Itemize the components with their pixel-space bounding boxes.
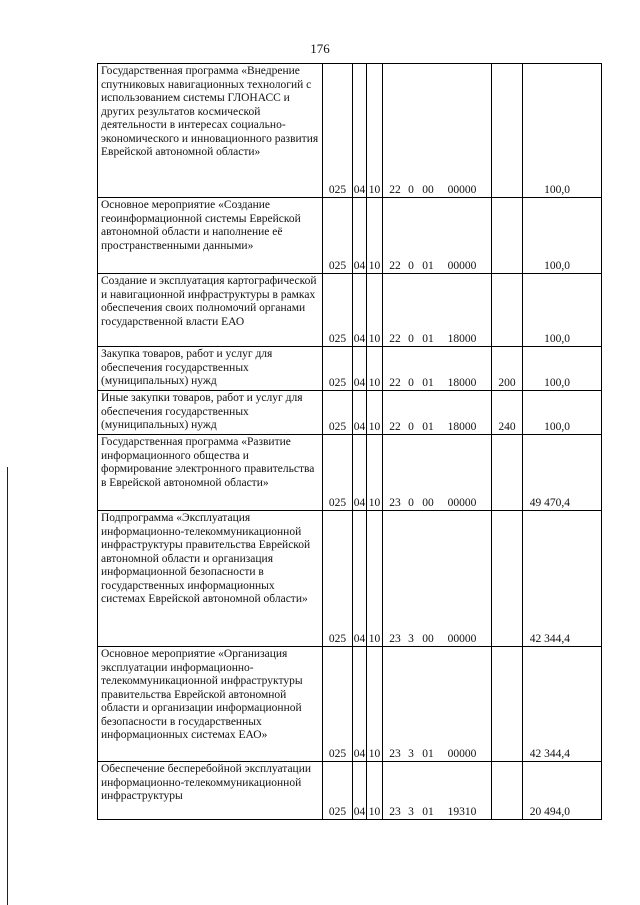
csr-part: 00000 (447, 632, 477, 645)
cell-sum: 42 344,4 (523, 511, 602, 647)
table-row (98, 391, 602, 435)
cell-rz: 04 (353, 762, 367, 820)
cell-csr (383, 647, 492, 762)
table-row (98, 647, 602, 762)
cell-pr: 10 (367, 511, 383, 647)
cell-pr: 10 (367, 347, 383, 391)
cell-csr (383, 347, 492, 391)
cell-vr (492, 64, 523, 198)
csr-part: 00 (422, 632, 434, 645)
csr-part: 01 (422, 259, 434, 272)
csr-part: 00 (422, 183, 434, 196)
csr-part: 0 (408, 496, 414, 509)
cell-vr (492, 198, 523, 274)
cell-pr: 10 (367, 435, 383, 511)
csr-part: 18000 (447, 332, 477, 345)
row-name: Обеспечение бесперебойной эксплуатации информационно-телекоммуникационной инфраструктуры (98, 762, 323, 820)
cell-vr: 200 (492, 347, 523, 391)
cell-pr: 10 (367, 391, 383, 435)
row-name: Государственная программа «Развитие информационного общества и формирование электронного правительства в Еврейской автономной области» (98, 435, 323, 511)
cell-sum: 20 494,0 (523, 762, 602, 820)
table-row (98, 347, 602, 391)
cell-vr (492, 647, 523, 762)
cell-sum: 100,0 (523, 391, 602, 435)
csr-part: 3 (408, 747, 414, 760)
cell-gr: 025 (323, 762, 353, 820)
cell-csr (383, 198, 492, 274)
cell-csr (383, 391, 492, 435)
cell-rz: 04 (353, 511, 367, 647)
cell-rz: 04 (353, 347, 367, 391)
csr-part: 23 (389, 747, 401, 760)
cell-rz: 04 (353, 391, 367, 435)
csr-part: 0 (408, 332, 414, 345)
csr-part: 22 (389, 376, 401, 389)
cell-vr (492, 274, 523, 347)
csr-part: 01 (422, 420, 434, 433)
margin-line (7, 467, 8, 905)
row-name: Основное мероприятие «Организация эксплуатации информационно-телекоммуникационной инфраструктуры правительства Еврейской автономной области и организации информационной безопасности в государственных информационных системах ЕАО» (98, 647, 323, 762)
cell-sum: 49 470,4 (523, 435, 602, 511)
cell-sum: 100,0 (523, 274, 602, 347)
cell-csr (383, 274, 492, 347)
cell-sum: 100,0 (523, 198, 602, 274)
cell-pr: 10 (367, 647, 383, 762)
csr-part: 0 (408, 183, 414, 196)
csr-part: 23 (389, 632, 401, 645)
cell-csr (383, 511, 492, 647)
csr-part: 3 (408, 632, 414, 645)
csr-part: 23 (389, 805, 401, 818)
cell-sum: 100,0 (523, 64, 602, 198)
cell-rz: 04 (353, 435, 367, 511)
cell-gr: 025 (323, 647, 353, 762)
csr-part: 18000 (447, 420, 477, 433)
cell-gr: 025 (323, 391, 353, 435)
csr-part: 0 (408, 376, 414, 389)
cell-vr (492, 511, 523, 647)
table-row (98, 435, 602, 511)
cell-vr: 240 (492, 391, 523, 435)
cell-rz: 04 (353, 64, 367, 198)
cell-pr: 10 (367, 64, 383, 198)
cell-rz: 04 (353, 647, 367, 762)
table-row (98, 198, 602, 274)
csr-part: 00 (422, 496, 434, 509)
row-name: Создание и эксплуатация картографической и навигационной инфраструктуры в рамках обеспечения своих полномочий органами государственной власти ЕАО (98, 274, 323, 347)
cell-vr (492, 762, 523, 820)
cell-sum: 100,0 (523, 347, 602, 391)
row-name: Закупка товаров, работ и услуг для обеспечения государственных (муниципальных) нужд (98, 347, 323, 391)
csr-part: 0 (408, 259, 414, 272)
csr-part: 22 (389, 259, 401, 272)
csr-part: 3 (408, 805, 414, 818)
cell-gr: 025 (323, 274, 353, 347)
row-name: Подпрограмма «Эксплуатация информационно-телекоммуникационной инфраструктуры правительства Еврейской автономной области и организация информационной безопасности в государственных информационных системах Еврейской автономной области» (98, 511, 323, 647)
csr-part: 01 (422, 747, 434, 760)
cell-gr: 025 (323, 511, 353, 647)
csr-part: 00000 (447, 496, 477, 509)
page-number: 176 (310, 41, 330, 56)
csr-part: 01 (422, 805, 434, 818)
csr-part: 01 (422, 376, 434, 389)
csr-part: 18000 (447, 376, 477, 389)
table-row (98, 64, 602, 198)
csr-part: 00000 (447, 183, 477, 196)
cell-pr: 10 (367, 274, 383, 347)
cell-rz: 04 (353, 198, 367, 274)
row-name: Иные закупки товаров, работ и услуг для обеспечения государственных (муниципальных) нужд (98, 391, 323, 435)
cell-csr (383, 762, 492, 820)
cell-csr (383, 435, 492, 511)
csr-part: 22 (389, 332, 401, 345)
cell-csr (383, 64, 492, 198)
table-row (98, 762, 602, 820)
cell-pr: 10 (367, 762, 383, 820)
table-row (98, 274, 602, 347)
csr-part: 23 (389, 496, 401, 509)
cell-rz: 04 (353, 274, 367, 347)
csr-part: 01 (422, 332, 434, 345)
cell-pr: 10 (367, 198, 383, 274)
budget-table (97, 63, 602, 820)
csr-part: 22 (389, 420, 401, 433)
cell-gr: 025 (323, 347, 353, 391)
cell-gr: 025 (323, 435, 353, 511)
row-name: Государственная программа «Внедрение спутниковых навигационных технологий с использованием системы ГЛОНАСС и других результатов космической деятельности в интересах социально-экономического и инновационного развития Еврейской автономной области» (98, 64, 323, 198)
csr-part: 19310 (447, 805, 477, 818)
cell-gr: 025 (323, 64, 353, 198)
cell-gr: 025 (323, 198, 353, 274)
row-name: Основное мероприятие «Создание геоинформационной системы Еврейской автономной области и наполнение её пространственными данными» (98, 198, 323, 274)
csr-part: 22 (389, 183, 401, 196)
csr-part: 00000 (447, 259, 477, 272)
cell-sum: 42 344,4 (523, 647, 602, 762)
table-row (98, 511, 602, 647)
csr-part: 00000 (447, 747, 477, 760)
csr-part: 0 (408, 420, 414, 433)
cell-vr (492, 435, 523, 511)
